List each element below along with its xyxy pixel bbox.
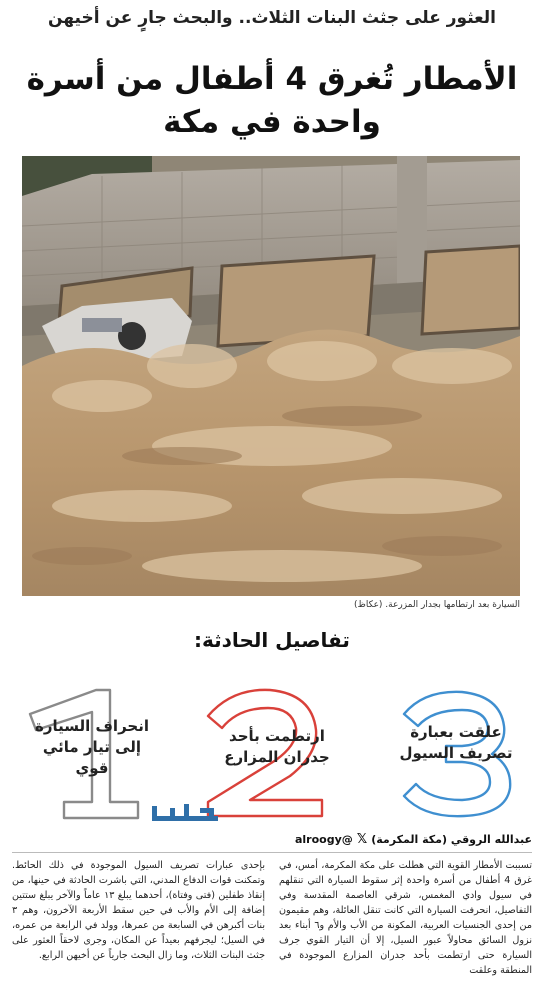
byline — [12, 828, 532, 850]
article-body — [12, 858, 532, 994]
byline-handle[interactable]: @alroogy — [294, 832, 353, 846]
headline-line-2: واحدة في مكة — [163, 104, 381, 140]
step-text-1: علقت بعبارة تصريف السيول — [399, 723, 513, 762]
article-column-left: بإحدى عبارات تصريف السيول الموجودة في ذلك الحائط. وتمكنت قوات الدفاع المدني، التي باشرت الحادثة في حينها، من إنقاذ طفلين (فتى وفتاة)، أحدهما يبلغ ١٣ عاماً والآخر يبلغ ستتين إضافة إلى الأم والأب في حين سقط الأربعة الآخرون، وهم ٣ بنات أكبرهن في السابعة من عمرها، وولد في الرابعة من عمره، في السيل؛ ليجرفهم بعيداً عن المكان، وجرى لاحقاً العثور على جثث البنات الثلاث، وما زال البحث جارياً عن أخيهن الرابع. — [12, 860, 265, 961]
okaz-logo — [148, 802, 222, 826]
photo-caption: السيارة بعد ارتطامها بجدار المزرعة. (عكاظ) — [354, 600, 520, 610]
details-title: تفاصيل الحادثة: — [194, 628, 350, 652]
byline-divider — [12, 852, 532, 853]
headline-line-1: الأمطار تُغرق 4 أطفال من أسرة — [26, 61, 518, 97]
article-kicker: العثور على جثث البنات الثلاث.. والبحث جارٍ عن أخيهن — [48, 8, 496, 28]
flood-photo-illustration — [22, 156, 520, 596]
step-text-2: ارتطمت بأحد جدران المزارع — [224, 727, 330, 766]
flood-photo — [22, 156, 520, 596]
article-column-right: تسببت الأمطار القوية التي هطلت على مكة المكرمة، أمس، في غرق 4 أطفال من أسرة واحدة إثر سقوط السيارة التي تنقلهم في سيول وادي المغمس، شرقي العاصمة المقدسة وفي التفاصيل، انحرفت السيارة التي كانت تنقل العائلة، وهم مقيمون من إحدى الجنسيات العربية، المكونة من الأب والأم و٦ أبناء بعد نزول السائق محاولاً عبور السيل، إلا أن التيار القوي جرف السيارة حتى ارتطمت بأحد جدران المزارع الموجودة في المنطقة وعلقت — [279, 860, 532, 976]
x-logo-icon: 𝕏 — [356, 831, 368, 847]
byline-author: عبدالله الروقي (مكة المكرمة) — [371, 832, 532, 846]
step-text-3: انحراف السيارة إلى تيار مائي قوي — [35, 717, 149, 777]
article-headline — [10, 58, 534, 144]
